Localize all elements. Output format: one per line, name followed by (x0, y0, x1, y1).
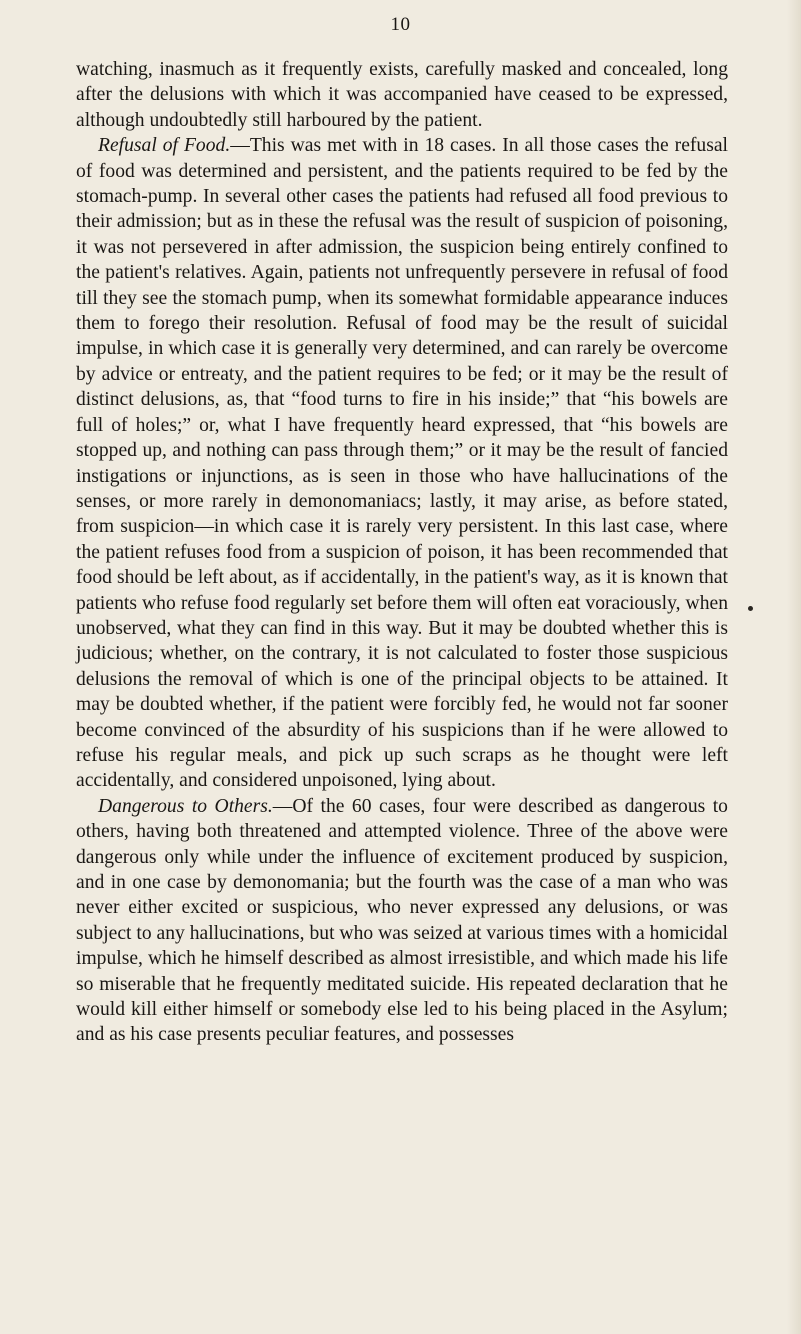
page-number: 10 (390, 14, 411, 35)
section-heading-dangerous-to-others: Dangerous to Others. (98, 795, 273, 817)
paragraph-continuation (76, 57, 728, 133)
ink-speck (748, 606, 753, 611)
paragraph-text: —This was met with in 18 cases. In all those cases the refusal of food was determined and persistent, and the patients required to be fed by the stomach-pump. In several other cases the patients had refused all food previous to their admission; but as in these the refusal was the result of suspicion of poisoning, it was not persevered in after admission, the suspicion being entirely confined to the patient's relatives. Again, patients not unfrequently persevere in refusal of food till they see the stomach pump, when its somewhat formidable appearance induces them to forego their resolution. Refusal of food may be the result of suicidal impulse, in which case it is generally very determined, and can rarely be overcome by advice or entreaty, and the patient requires to be fed; or it may be the result of distinct delusions, as, that “food turns to fire in his inside;” that “his bowels are full of holes;” or, what I have frequently heard expressed, that “his bowels are stopped up, and nothing can pass through them;” or it may be the result of fancied instigations or injunctions, as is seen in those who have hallucinations of the senses, or more rarely in demonomaniacs; lastly, it may arise, as before stated, from suspicion—in which case it is rarely very persistent. In this last case, where the patient refuses food from a suspicion of poison, it has been recommended that food should be left about, as if accidentally, in the patient's way, as it is known that patients who refuse food regularly set before them will often eat voraciously, when unobserved, what they can find in this way. But it may be doubted whether this is judicious; whether, on the contrary, it is not calculated to foster those suspicious delusions the removal of which is one of the principal objects to be attained. It may be doubted whether, if the patient were forcibly fed, he would not far sooner become convinced of the absurdity of his suspicions than if he were allowed to refuse his regular meals, and pick up such scraps as he thought were left accidentally, and considered unpoisoned, lying about. (76, 135, 728, 792)
paragraph-refusal-of-food (76, 133, 728, 794)
body-text (76, 57, 728, 1048)
paragraph-dangerous-to-others (76, 794, 728, 1048)
paragraph-text: watching, inasmuch as it frequently exists, carefully masked and concealed, long after the delusions with which it was accompanied have ceased to be expressed, although undoubtedly still harboured by the patient. (76, 59, 728, 131)
section-heading-refusal-of-food: Refusal of Food. (98, 135, 231, 157)
page-edge-shadow (787, 0, 801, 1334)
paragraph-text: —Of the 60 cases, four were described as dangerous to others, having both threatened and attempted violence. Three of the above were dangerous only while under the influence of excitement produced by suspicion, and in one case by demonomania; but the fourth was the case of a man who was never either excited or suspicious, who never expressed any delusions, or was subject to any hallucinations, but who was seized at various times with a homicidal impulse, which he himself described as almost irresistible, and which made his life so miserable that he frequently meditated suicide. His repeated declaration that he would kill either himself or somebody else led to his being placed in the Asylum; and as his case presents peculiar features, and possesses (76, 795, 728, 1046)
